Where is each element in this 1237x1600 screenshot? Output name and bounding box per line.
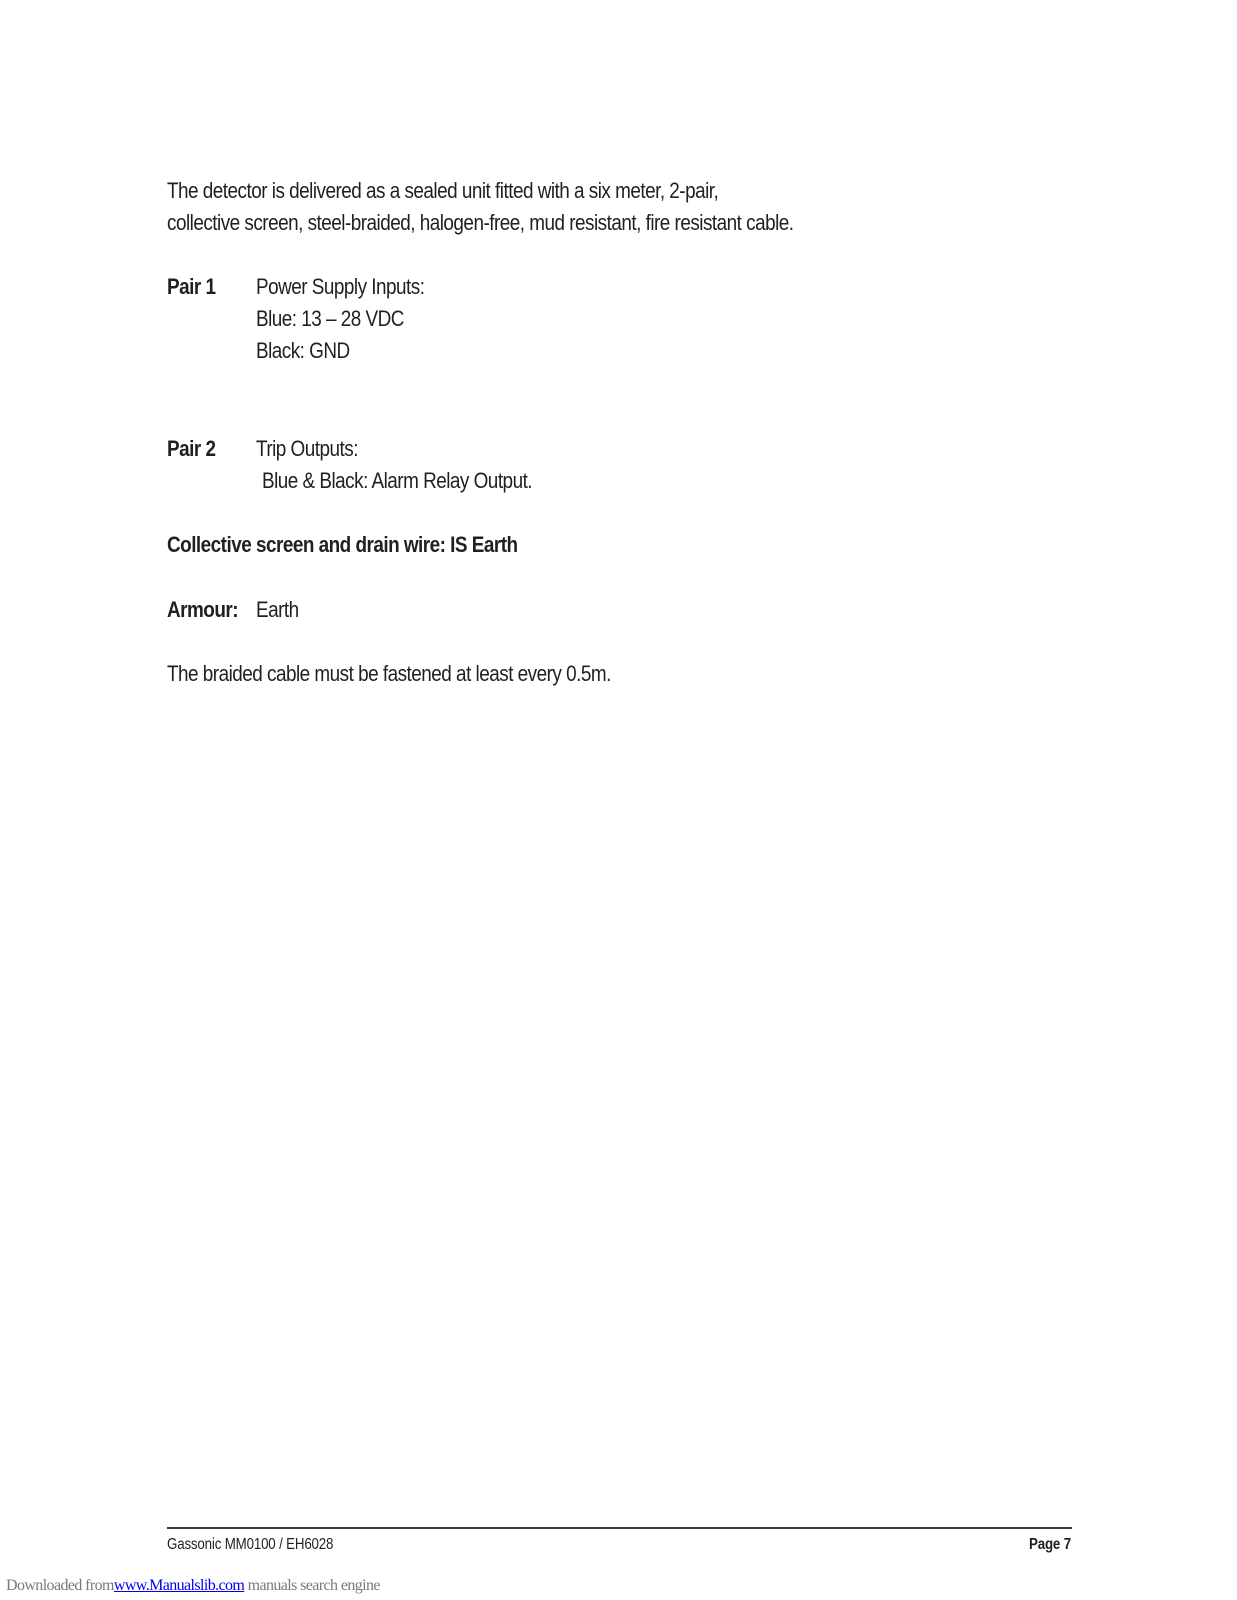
pair1-heading: Power Supply Inputs:	[256, 274, 425, 299]
intro-line-1: The detector is delivered as a sealed unit fitted with a six meter, 2-pair,	[167, 178, 719, 203]
pair2-label: Pair 2	[167, 436, 216, 461]
armour-label: Armour:	[167, 597, 239, 622]
manualslib-link[interactable]: www.Manualslib.com	[113, 1577, 245, 1594]
footer-page-number: Page 7	[1029, 1536, 1071, 1553]
pair1-line-2: Black: GND	[256, 338, 350, 363]
pair2-heading: Trip Outputs:	[256, 436, 358, 461]
download-bar	[6, 1577, 380, 1595]
download-suffix: manuals search engine	[244, 1577, 380, 1594]
footer-rule	[167, 1527, 1072, 1529]
pair1-label: Pair 1	[167, 274, 216, 299]
pair2-line-1: Blue & Black: Alarm Relay Output.	[262, 468, 533, 493]
intro-line-2: collective screen, steel-braided, halogen-free, mud resistant, fire resistant cable.	[167, 210, 794, 235]
download-prefix: Downloaded from	[6, 1577, 114, 1594]
footer-product: Gassonic MM0100 / EH6028	[167, 1536, 334, 1553]
pair1-line-1: Blue: 13 – 28 VDC	[256, 306, 404, 331]
screen-note: Collective screen and drain wire: IS Earth	[167, 532, 518, 557]
fastening-note: The braided cable must be fastened at least every 0.5m.	[167, 661, 611, 686]
armour-value: Earth	[256, 597, 299, 622]
